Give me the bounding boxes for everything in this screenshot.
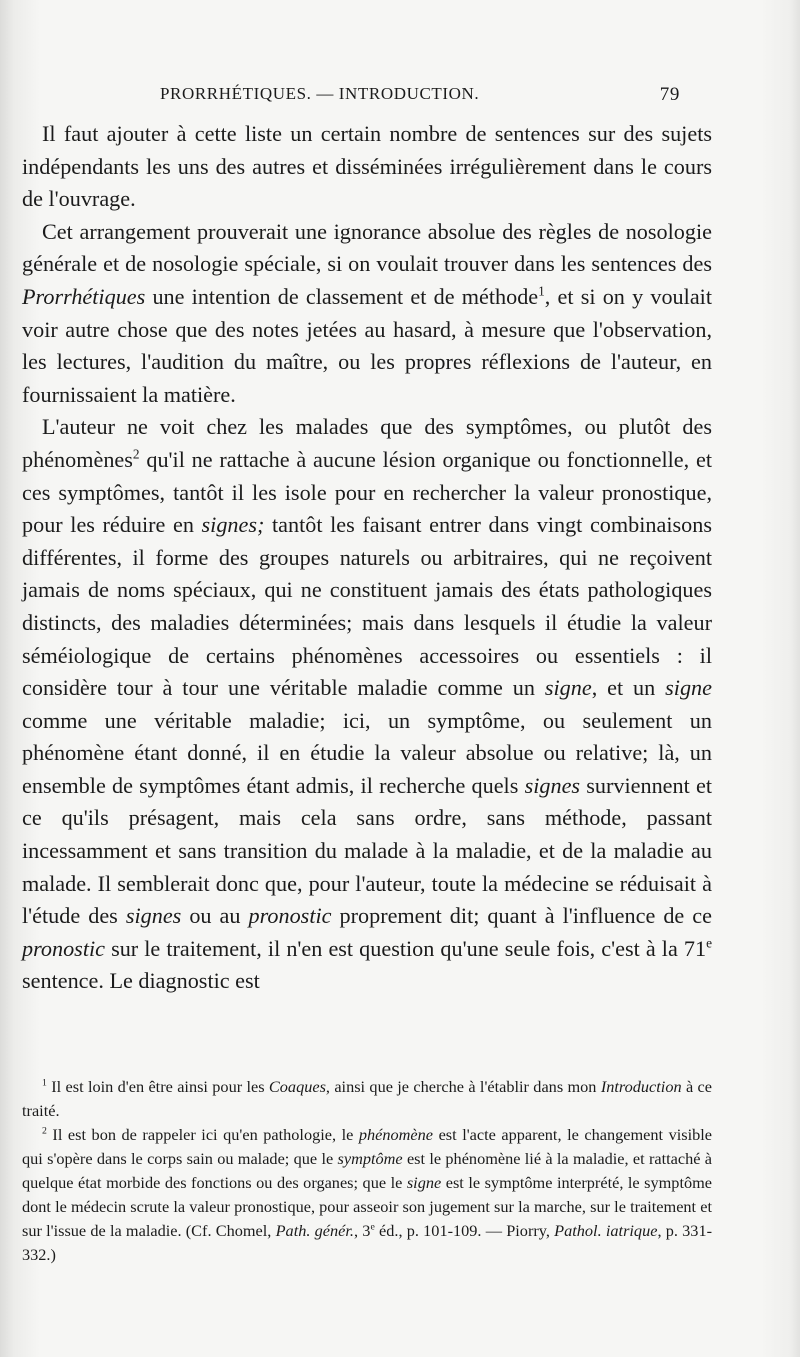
page-header	[150, 84, 790, 114]
ordinal-superscript: e	[706, 935, 712, 951]
text-run: Il est bon de rappeler ici qu'en pathologie, le	[46, 1125, 359, 1144]
running-title: PRORRHÉTIQUES. — INTRODUCTION.	[160, 84, 480, 103]
text-run: sur le traitement, il n'en est question qu'une seule fois, c'est à la 71	[105, 935, 707, 961]
text-run: , 3	[354, 1221, 371, 1240]
text-run: , ainsi que je cherche à l'établir dans mon	[325, 1077, 601, 1096]
italic-term: pronostic	[248, 903, 332, 929]
text-run: L'auteur ne voit chez les malades que des symptômes, ou plutôt des phénomènes	[22, 414, 712, 472]
ordinal-superscript: e	[370, 1221, 375, 1233]
footnote-ref-2[interactable]: 2	[132, 446, 140, 462]
footnote-ref-1[interactable]: 1	[538, 283, 545, 299]
text-run: éd., p. 101-109. — Piorry,	[374, 1221, 555, 1240]
text-run: est l'acte apparent, le changement visible qui s'opère dans le corps sain ou malade; que le	[22, 1125, 712, 1168]
text-run: surviennent et ce qu'ils présagent, mais cela sans ordre, sans méthode, passant incessamment et sans transition du malade à la maladie, et de la maladie au malade. Il semblerait donc que, pour l'auteur, toute la médecine se réduisait à l'étude des	[22, 772, 713, 929]
text-run: Il est loin d'en être ainsi pour les	[46, 1077, 269, 1096]
italic-term: symptôme	[337, 1149, 403, 1168]
italic-title: Prorrhétiques	[22, 283, 146, 309]
footnote-mark-2: 2	[42, 1125, 47, 1137]
italic-title: Pathol. iatrique	[554, 1221, 658, 1240]
footnote-2	[22, 1123, 712, 1267]
text-run: est le symptôme interprété, le symptôme dont le médecin scrute la valeur pronostique, pour asseoir son jugement sur la marche, sur le traitement et sur l'issue de la maladie. (Cf. Chomel,	[22, 1173, 713, 1240]
italic-term: pronostic	[22, 935, 105, 961]
text-run: une intention de classement et de méthode	[145, 283, 539, 309]
italic-title: Introduction	[600, 1077, 682, 1096]
text-run: comme une véritable maladie; ici, un symptôme, ou seulement un phénomène étant donné, il en étudie la valeur absolue ou relative; là, un ensemble de symptômes étant admis, il recherche quels	[22, 707, 712, 798]
paragraph-2	[22, 216, 712, 412]
page-number: 79	[659, 84, 680, 105]
text-run: à ce traité.	[22, 1077, 712, 1120]
text-run: , et si on y voulait voir autre chose que des notes jetées au hasard, à mesure que l'observation, les lectures, l'audition du maître, ou les propres réflexions de l'auteur, en fournissaient la matière.	[22, 283, 712, 407]
text-run: sentence. Le diagnostic est	[22, 968, 260, 994]
italic-term: signes;	[201, 512, 265, 538]
text-run: proprement dit; quant à l'influence de ce	[331, 903, 712, 929]
text-run: ou au	[181, 903, 249, 929]
italic-title: Coaques	[268, 1077, 326, 1096]
text-run: Cet arrangement prouverait une ignorance absolue des règles de nosologie générale et de nosologie spéciale, si on voulait trouver dans les sentences des	[22, 218, 712, 277]
paragraph-1	[22, 118, 712, 216]
italic-term: signes	[125, 903, 182, 929]
footnote-mark-1: 1	[42, 1077, 47, 1089]
paragraph-3	[22, 411, 712, 998]
italic-term: phénomène	[358, 1125, 434, 1144]
main-text	[22, 118, 712, 998]
footnotes	[22, 1075, 712, 1267]
footnote-1	[22, 1075, 712, 1123]
italic-term: signe	[406, 1173, 442, 1192]
text-run: , p. 331-332.)	[22, 1221, 713, 1264]
italic-term: signe	[665, 675, 712, 701]
italic-term: signe	[544, 675, 592, 701]
text-run: est le phénomène lié à la maladie, et rattaché à quelque état morbide des fonctions ou des organes; que le	[22, 1149, 712, 1192]
text-run: , et un	[591, 675, 666, 701]
text-run: tantôt les faisant entrer dans vingt combinaisons différentes, il forme des groupes naturels ou arbitraires, qui ne reçoivent jamais de noms spéciaux, qui ne constituent jamais des états pathologiques distincts, des maladies déterminées; mais dans lesquels il étudie la valeur séméiologique de certains phénomènes accessoires ou essentiels : il considère tour à tour une véritable maladie comme un	[22, 512, 712, 701]
italic-title: Path. génér.	[275, 1221, 354, 1240]
text-run: qu'il ne rattache à aucune lésion organique ou fonctionnelle, et ces symptômes, tantôt il les isole pour en rechercher la valeur pronostique, pour les réduire en	[22, 446, 712, 538]
italic-term: signes	[524, 772, 581, 798]
text-run: Il faut ajouter à cette liste un certain nombre de sentences sur des sujets indépendants les uns des autres et disséminées irrégulièrement dans le cours de l'ouvrage.	[22, 121, 712, 212]
